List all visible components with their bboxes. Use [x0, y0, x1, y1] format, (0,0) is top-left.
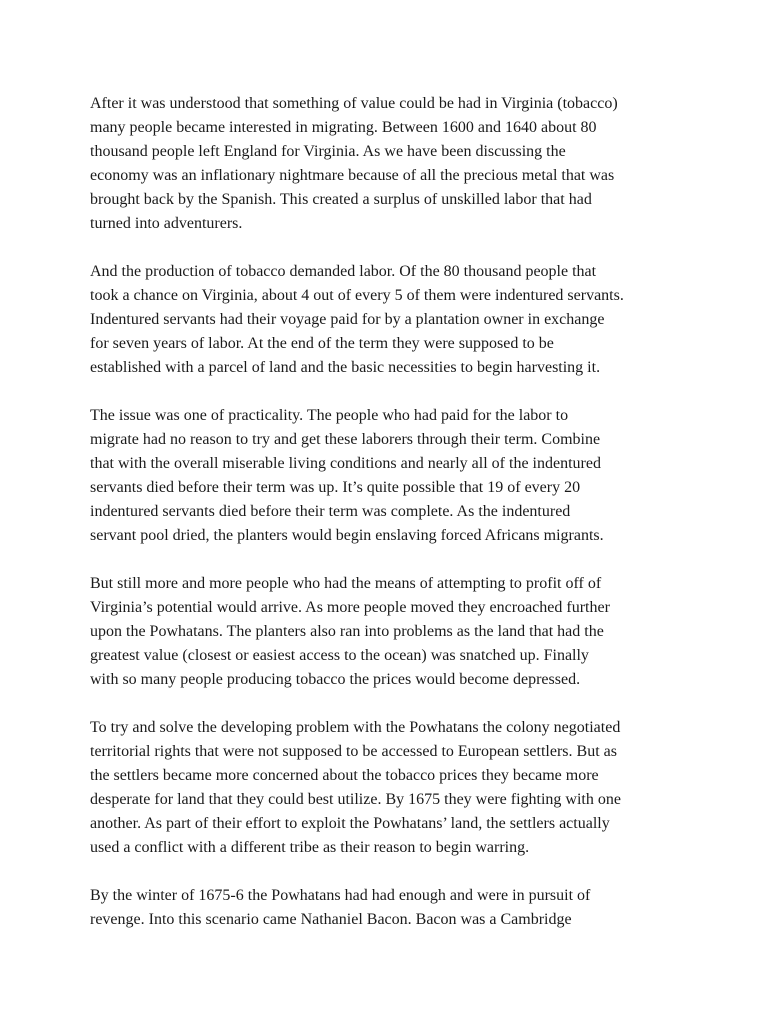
text-line: economy was an inflationary nightmare because of all the precious metal that was: [90, 167, 615, 184]
text-line: Indentured servants had their voyage paid for by a plantation owner in exchange: [90, 311, 605, 328]
text-line: servant pool dried, the planters would begin enslaving forced Africans migrants.: [90, 527, 604, 544]
text-line: used a conflict with a different tribe as their reason to begin warring.: [90, 839, 530, 856]
text-line: By the winter of 1675-6 the Powhatans had had enough and were in pursuit of: [90, 887, 591, 904]
text-line: another. As part of their effort to exploit the Powhatans’ land, the settlers actually: [90, 815, 610, 832]
document-body: [90, 92, 690, 956]
text-line: many people became interested in migrating. Between 1600 and 1640 about 80: [90, 119, 597, 136]
text-line: Virginia’s potential would arrive. As more people moved they encroached further: [90, 599, 610, 616]
text-line: territorial rights that were not supposed to be accessed to European settlers. But as: [90, 743, 617, 760]
text-line: greatest value (closest or easiest access to the ocean) was snatched up. Finally: [90, 647, 589, 664]
text-line: indentured servants died before their term was complete. As the indentured: [90, 503, 571, 520]
text-line: And the production of tobacco demanded labor. Of the 80 thousand people that: [90, 263, 597, 280]
text-line: turned into adventurers.: [90, 215, 243, 232]
text-line: But still more and more people who had the means of attempting to profit off of: [90, 575, 602, 592]
text-line: for seven years of labor. At the end of the term they were supposed to be: [90, 335, 554, 352]
paragraph-4: [90, 572, 690, 692]
text-line: revenge. Into this scenario came Nathaniel Bacon. Bacon was a Cambridge: [90, 911, 572, 928]
paragraph-1: [90, 92, 690, 236]
text-line: The issue was one of practicality. The people who had paid for the labor to: [90, 407, 569, 424]
text-line: established with a parcel of land and the basic necessities to begin harvesting it.: [90, 359, 601, 376]
text-line: upon the Powhatans. The planters also ran into problems as the land that had the: [90, 623, 604, 640]
text-line: servants died before their term was up. It’s quite possible that 19 of every 20: [90, 479, 581, 496]
text-line: with so many people producing tobacco the prices would become depressed.: [90, 671, 581, 688]
paragraph-3: [90, 404, 690, 548]
text-line: the settlers became more concerned about the tobacco prices they became more: [90, 767, 599, 784]
text-line: took a chance on Virginia, about 4 out of every 5 of them were indentured servants.: [90, 287, 624, 304]
paragraph-5: [90, 716, 690, 860]
paragraph-2: [90, 260, 690, 380]
text-line: desperate for land that they could best utilize. By 1675 they were fighting with one: [90, 791, 621, 808]
text-line: brought back by the Spanish. This created a surplus of unskilled labor that had: [90, 191, 592, 208]
text-line: After it was understood that something of value could be had in Virginia (tobacco): [90, 95, 618, 112]
text-line: that with the overall miserable living conditions and nearly all of the indentured: [90, 455, 601, 472]
text-line: To try and solve the developing problem with the Powhatans the colony negotiated: [90, 719, 621, 736]
text-line: migrate had no reason to try and get these laborers through their term. Combine: [90, 431, 601, 448]
paragraph-6: [90, 884, 690, 932]
text-line: thousand people left England for Virginia. As we have been discussing the: [90, 143, 566, 160]
